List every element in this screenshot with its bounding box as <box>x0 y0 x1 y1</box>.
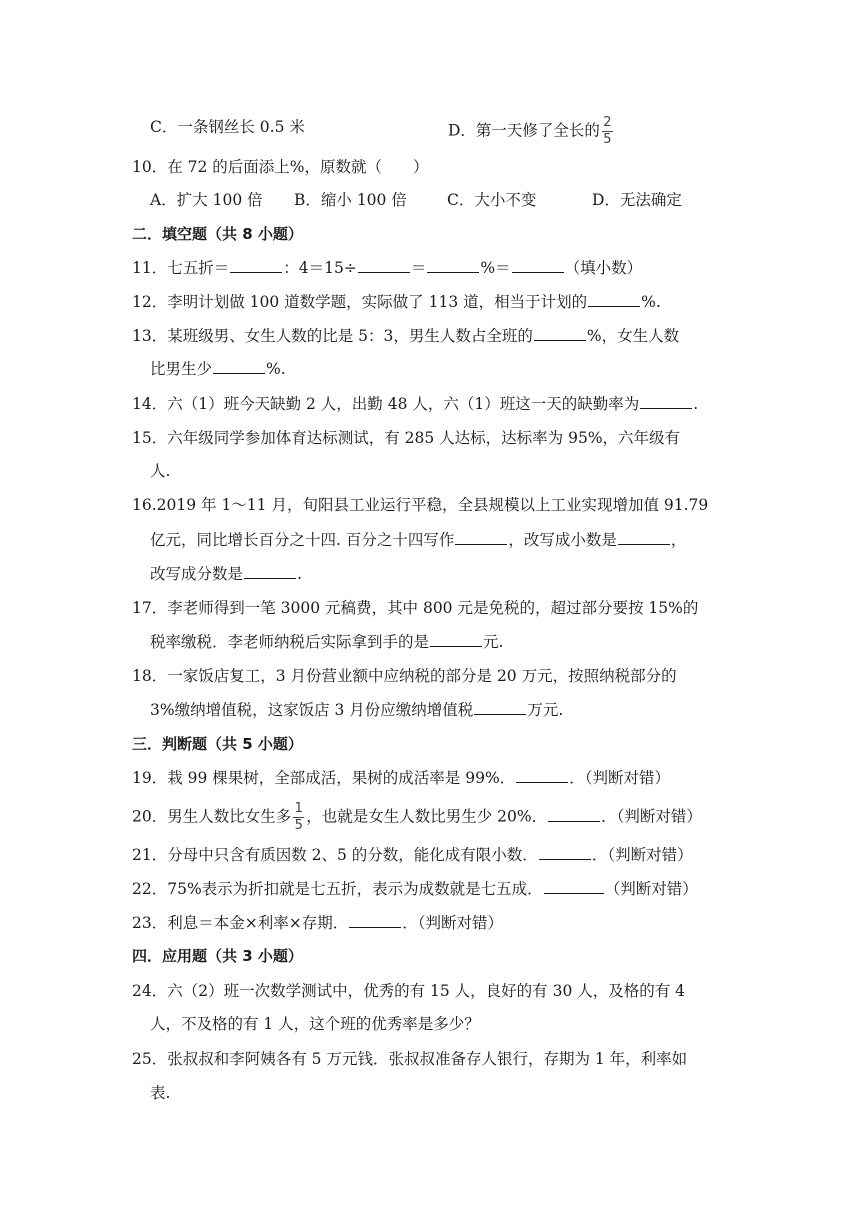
answer-blank[interactable] <box>640 393 692 409</box>
section-3-title: 三．判断题（共 5 小题） <box>132 735 303 753</box>
answer-blank[interactable] <box>474 699 526 715</box>
q25-line2: 表. <box>150 1084 171 1102</box>
q16-line2: 亿元，同比增长百分之十四. 百分之十四写作 ，改写成小数是 ， <box>150 531 687 549</box>
answer-blank[interactable] <box>588 291 640 307</box>
fraction-two-fifths: $\frac{2}{5}$ <box>603 115 612 147</box>
q13-line1: 13．某班级男、女生人数的比是 5：3，男生人数占全班的 %，女生人数 <box>132 327 680 345</box>
q24-line1: 24．六（2）班一次数学测试中，优秀的有 15 人，良好的有 30 人，及格的有 4 <box>132 982 686 1000</box>
q10-option-d: D．无法确定 <box>592 191 682 209</box>
section-4-title: 四．应用题（共 3 小题） <box>132 947 303 965</box>
answer-blank[interactable] <box>544 878 604 894</box>
q16-line1: 16.2019 年 1～11 月，旬阳县工业运行平稳，全县规模以上工业实现增加值 91.79 <box>132 496 709 514</box>
q17-line2: 税率缴税．李老师纳税后实际拿到手的是 元. <box>150 633 504 651</box>
q21: 21．分母中只含有质因数 2、5 的分数，能化成有限小数． ．（判断对错） <box>132 846 693 864</box>
answer-blank[interactable] <box>427 257 479 273</box>
q13-line2: 比男生少 %. <box>150 360 286 378</box>
q17-line1: 17．李老师得到一笔 3000 元稿费，其中 800 元是免税的，超过部分要按 15%的 <box>132 599 699 617</box>
q22: 22．75%表示为折扣就是七五折，表示为成数就是七五成． （判断对错） <box>132 880 698 898</box>
fraction-one-fifth: $\frac{1}{5}$ <box>294 801 303 833</box>
q11: 11．七五折＝ ：4＝15÷ ＝ %＝ （填小数） <box>132 259 643 277</box>
answer-blank[interactable] <box>618 529 670 545</box>
q9-option-c: C．一条钢丝长 0.5 米 <box>150 118 305 136</box>
answer-blank[interactable] <box>213 358 265 374</box>
q10-stem: 10．在 72 的后面添上%，原数就（ ） <box>132 158 429 176</box>
answer-blank[interactable] <box>516 767 568 783</box>
answer-blank[interactable] <box>539 844 591 860</box>
q15-line2: 人. <box>150 462 171 480</box>
answer-blank[interactable] <box>349 912 401 928</box>
answer-blank[interactable] <box>358 257 410 273</box>
answer-blank[interactable] <box>548 806 600 822</box>
q18-line2: 3%缴纳增值税，这家饭店 3 月份应缴纳增值税 万元. <box>150 701 564 719</box>
q25-line1: 25．张叔叔和李阿姨各有 5 万元钱．张叔叔准备存人银行，存期为 1 年，利率如 <box>132 1050 688 1068</box>
answer-blank[interactable] <box>512 257 564 273</box>
q14: 14．六（1）班今天缺勤 2 人，出勤 48 人，六（1）班这一天的缺勤率为 . <box>132 395 699 413</box>
answer-blank[interactable] <box>534 325 586 341</box>
q12: 12．李明计划做 100 道数学题，实际做了 113 道，相当于计划的 %. <box>132 293 661 311</box>
q19: 19．栽 99 棵果树，全部成活，果树的成活率是 99%． ．（判断对错） <box>132 769 670 787</box>
answer-blank[interactable] <box>244 563 296 579</box>
q16-line3: 改写成分数是 . <box>150 565 302 583</box>
q20: 20．男生人数比女生多 $\frac{1}{5}$ ，也就是女生人数比男生少 20%． ．（判断对错） <box>132 801 702 833</box>
q10-option-a: A．扩大 100 倍 <box>150 191 263 209</box>
q24-line2: 人，不及格的有 1 人，这个班的优秀率是多少？ <box>150 1015 480 1033</box>
answer-blank[interactable] <box>455 529 507 545</box>
answer-blank[interactable] <box>230 257 282 273</box>
q18-line1: 18．一家饭店复工，3 月份营业额中应纳税的部分是 20 万元，按照纳税部分的 <box>132 667 677 685</box>
q9-option-d: D．第一天修了全长的 $\frac{2}{5}$ <box>448 115 612 147</box>
q10-option-c: C．大小不变 <box>447 191 537 209</box>
section-2-title: 二．填空题（共 8 小题） <box>132 225 303 243</box>
q10-option-b: B．缩小 100 倍 <box>294 191 407 209</box>
q15-line1: 15．六年级同学参加体育达标测试，有 285 人达标，达标率为 95%，六年级有 <box>132 429 681 447</box>
answer-blank[interactable] <box>430 631 482 647</box>
q23: 23．利息＝本金×利率×存期． ．（判断对错） <box>132 914 503 932</box>
